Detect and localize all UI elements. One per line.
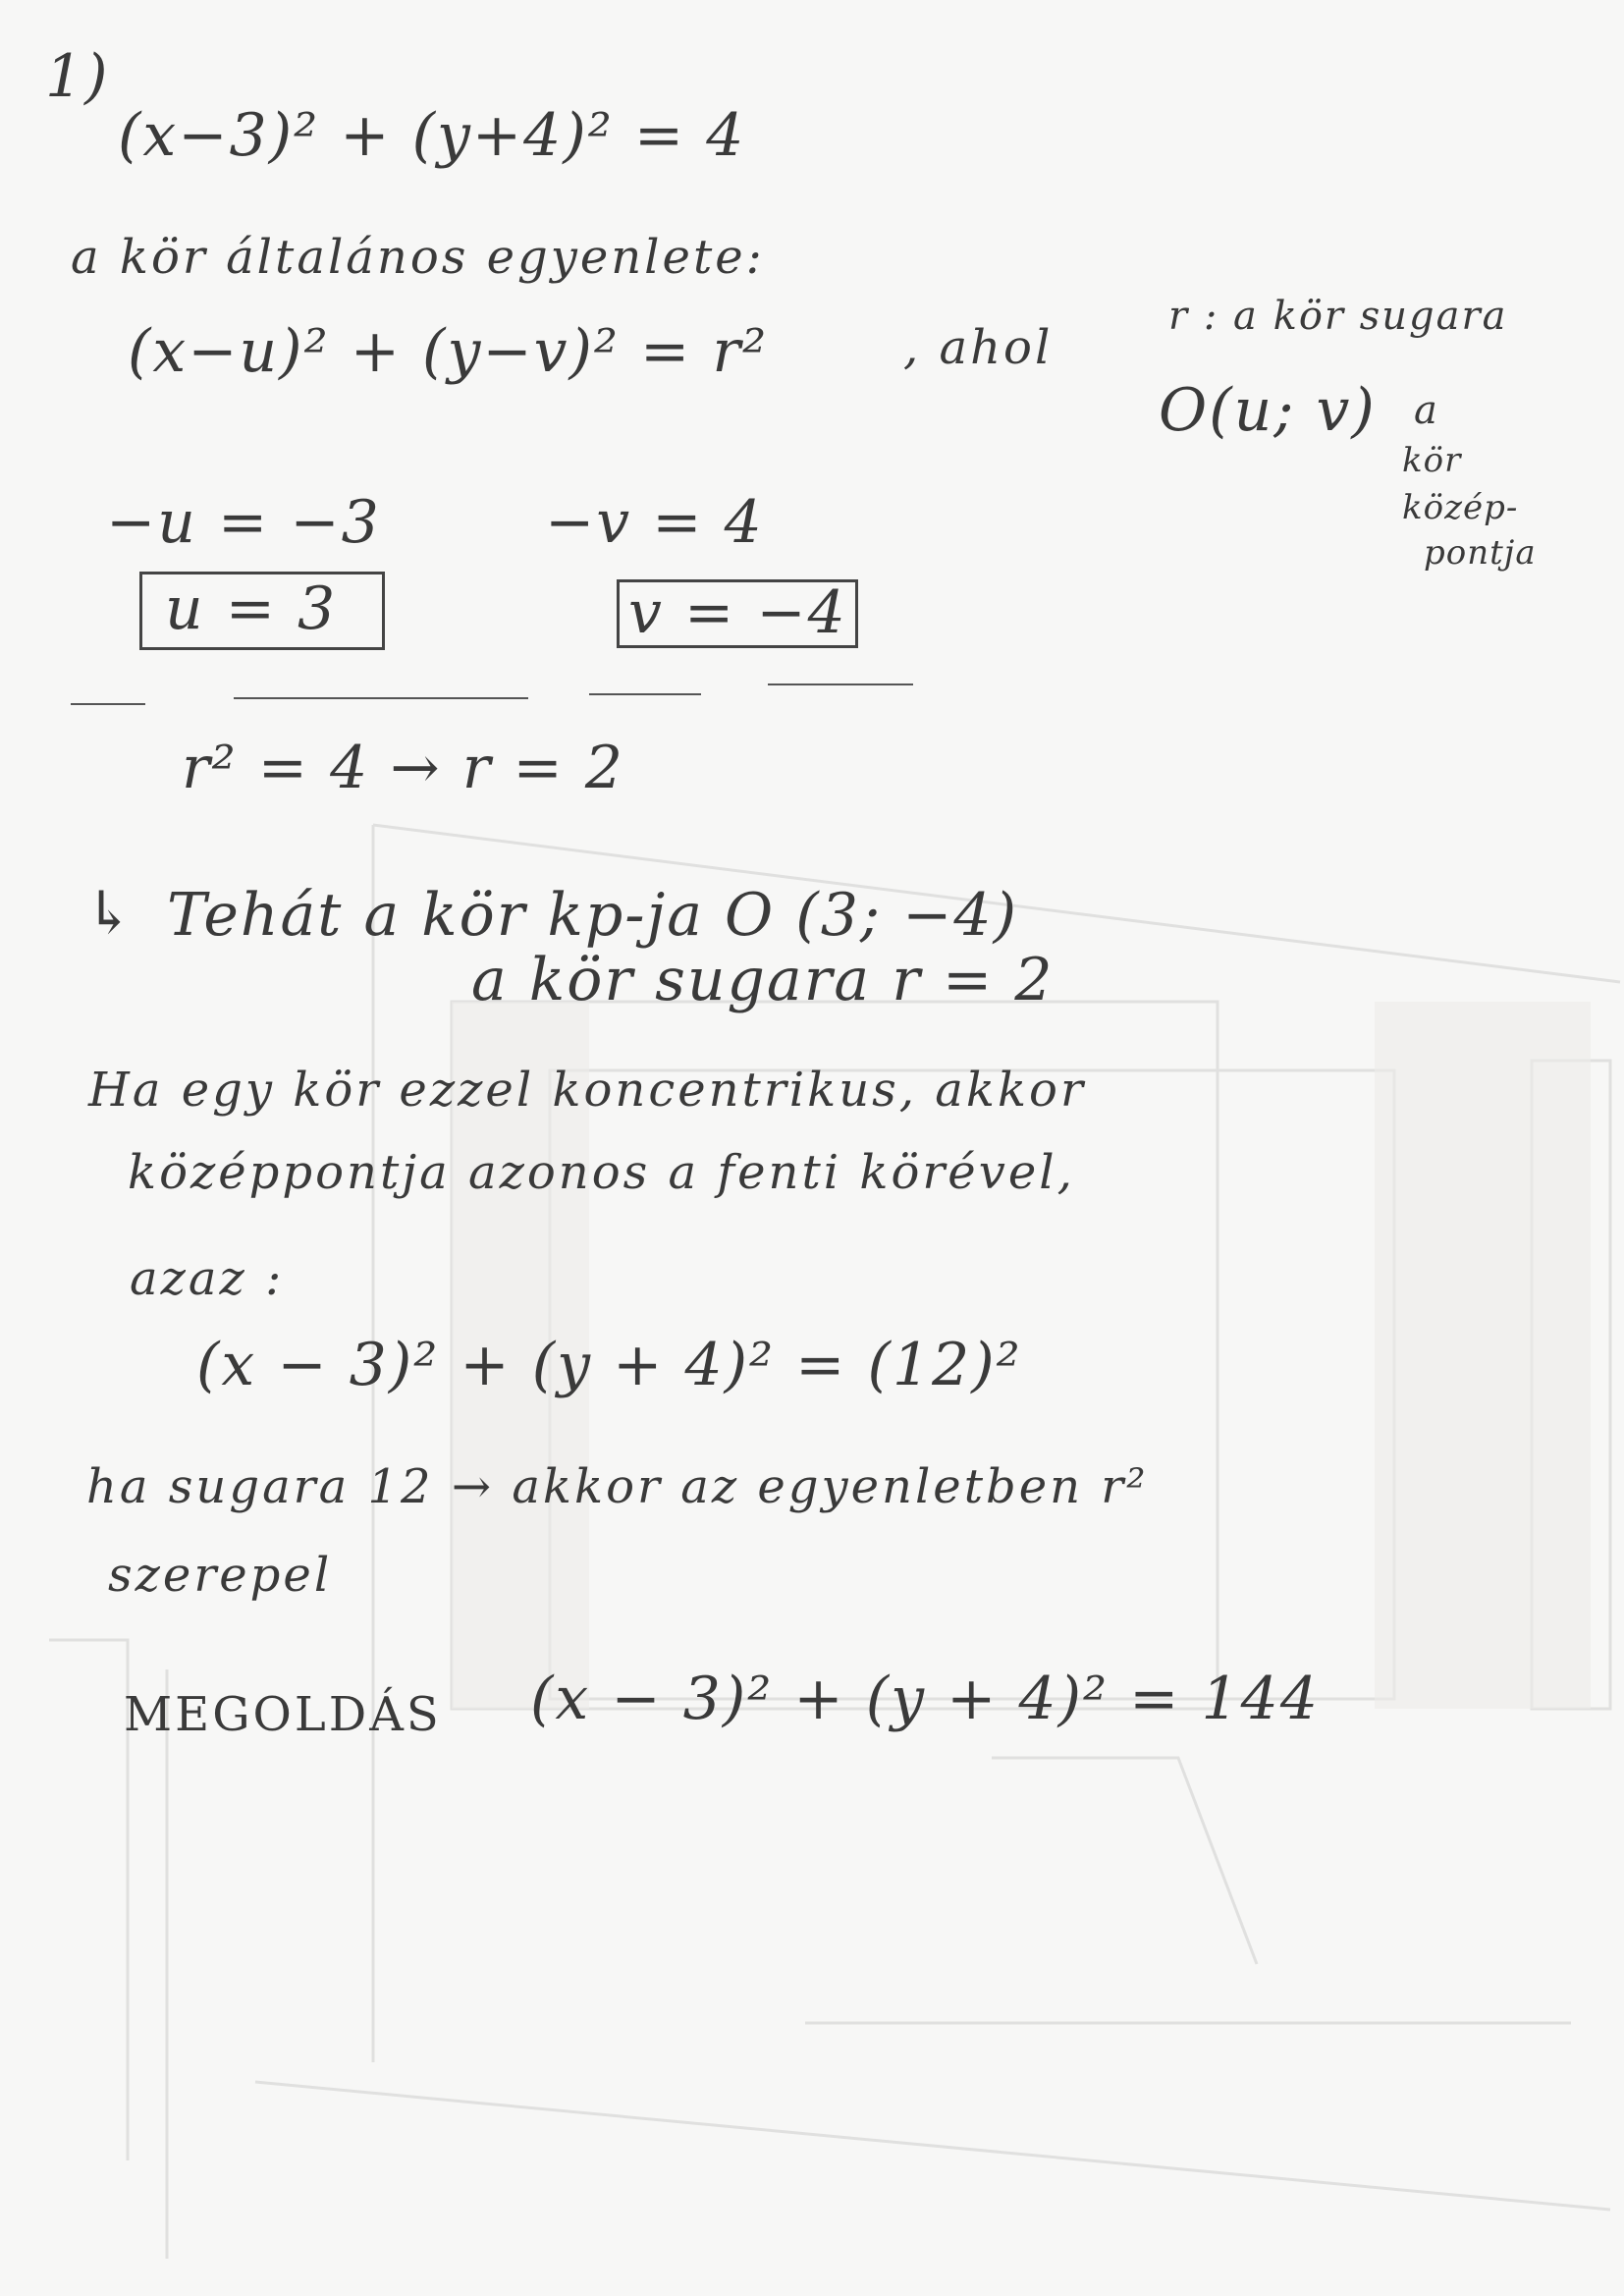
summary-radius: a kör sugara r = 2 <box>471 946 1055 1014</box>
center-definition: O(u; v) <box>1159 376 1377 445</box>
solution-equation: (x − 3)² + (y + 4)² = 144 <box>530 1665 1321 1733</box>
general-form-intro: a kör általános egyenlete: <box>71 230 765 285</box>
radius-note-1: ha sugara 12 → akkor az egyenletben r² <box>86 1459 1149 1514</box>
summary-center: Tehát a kör kp-ja O (3; −4) <box>167 881 1019 950</box>
concentric-equation: (x − 3)² + (y + 4)² = (12)² <box>196 1331 1022 1399</box>
separator-rule <box>589 693 701 695</box>
separator-rule <box>71 703 145 705</box>
general-form-equation: (x−u)² + (y−v)² = r² <box>128 317 769 386</box>
separator-rule <box>768 683 913 685</box>
where-label: , ahol <box>903 320 1054 375</box>
solution-label: MEGOLDÁS <box>124 1687 442 1742</box>
given-equation: (x−3)² + (y+4)² = 4 <box>118 101 746 170</box>
v-equation: −v = 4 <box>545 488 764 557</box>
u-result: u = 3 <box>165 574 338 643</box>
radius-definition: r : a kör sugara <box>1168 294 1508 339</box>
center-note-kozep: közép- <box>1402 488 1519 527</box>
v-result: v = −4 <box>628 578 847 647</box>
u-equation: −u = −3 <box>106 488 381 557</box>
center-note-kor: kör <box>1402 441 1462 480</box>
center-note-a: a <box>1414 388 1439 433</box>
concentric-line-2: középpontja azonos a fenti körével, <box>128 1145 1075 1200</box>
concentric-line-1: Ha egy kör ezzel koncentrikus, akkor <box>88 1063 1086 1118</box>
radius-note-2: szerepel <box>108 1548 333 1603</box>
problem-number: 1) <box>45 42 110 111</box>
separator-rule <box>234 697 528 699</box>
summary-arrow: ↳ <box>84 879 136 948</box>
concentric-line-3: azaz : <box>130 1251 285 1306</box>
radius-derivation: r² = 4 → r = 2 <box>182 734 625 802</box>
center-note-pontja: pontja <box>1424 533 1537 573</box>
